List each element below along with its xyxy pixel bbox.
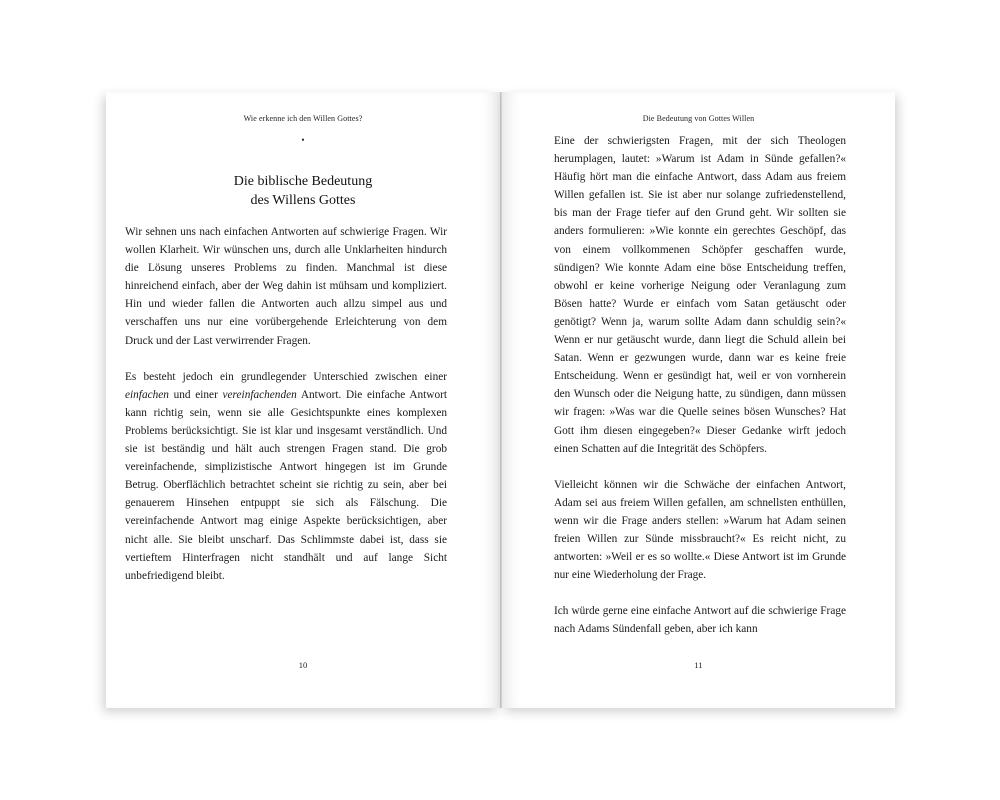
bullet-ornament-icon: • [301,135,305,145]
page-number-left: 10 [298,660,308,670]
left-paragraph-2-part-c: Antwort. Die einfache Antwort kann richtig sein, wenn sie alle Gesichtspunkte eines komplexen Problems berücksichtigt. Sie ist klar und insgesamt verständlich. Und sie ist beständig und hält auch strengen Fragen stand. Die grob vereinfachende, simplizistische Antwort hingegen ist im Grunde Betrug. Oberflächlich betrachtet scheint sie richtig zu sein, aber bei genauerem Hinsehen entpuppt sie sich als Fälschung. Die vereinfachende Antwort mag einige Aspekte berücksichtigen, aber nicht alle. Sie bleibt unscharf. Das Schlimmste dabei ist, dass sie vertieftem Hinterfragen nicht standhält und auf lange Sicht unbefriedigend bleibt. [125,388,447,582]
page-number-right: 11 [694,660,703,670]
chapter-title [106,172,500,210]
left-paragraph-2-part-a: Es besteht jedoch ein grundlegender Unterschied zwischen einer [125,370,447,383]
chapter-title-line-1: Die biblische Bedeutung [233,174,373,189]
left-paragraph-2 [125,368,447,585]
right-page [502,92,895,708]
emphasis-vereinfachenden: vereinfachenden [222,388,297,401]
running-head-right: Die Bedeutung von Gottes Willen [642,114,755,123]
right-paragraph-1: Eine der schwierigsten Fragen, mit der sich Theologen herumplagen, lautet: »Warum ist Adam in Sünde gefallen?« Häufig hört man die einfache Antwort, dass Adam aus freiem Willen gefallen ist. Sie ist aber nur solange zufriedenstellend, bis man der Frage tiefer auf den Grund geht. Wir sollten sie anders formulieren: »Wie konnte ein gerechtes Geschöpf, das von einem vollkommenen Schöpfer geschaffen wurde, sündigen? Wie konnte Adam eine böse Entscheidung treffen, obwohl er keine vorherige Neigung oder Veranlagung zum Bösen hatte? Wurde er einfach vom Satan getäuscht oder genötigt? Wenn ja, warum sollte Adam dann schuldig sein?« Wenn er nur getäuscht wurde, dann liegt die Schuld allein bei Satan. Wenn er gezwungen wurde, dann war es keine freie Entscheidung. Wenn er gesündigt hat, weil er von vornherein den Wunsch oder die Neigung hatte, zu sündigen, dann müssen wir fragen: »Was war die Quelle seines bösen Wunsches? Hat Gott ihm diesen eingegeben?« Dieser Gedanke wirft jedoch einen Schatten auf die Integrität des Schöpfers. [554,135,846,455]
left-page-body [125,223,447,585]
right-paragraph-2: Vielleicht können wir die Schwäche der einfachen Antwort, Adam sei aus freiem Willen gefallen, am schnellsten enthüllen, wenn wir die Frage anders stellen: »Warum hat Adam seinen freien Willen zur Sünde missbraucht?« Es reicht nicht, zu antworten: »Weil er es so wollte.« Diese Antwort ist im Grunde nur eine Wiederholung der Frage. [554,478,846,582]
emphasis-einfachen: einfachen [125,388,169,401]
book-spread [106,92,895,708]
left-paragraph-1: Wir sehnen uns nach einfachen Antworten auf schwierige Fragen. Wir wollen Klarheit. Wir wünschen uns, durch alle Unklarheiten hindurch die Lösung unseres Problems zu finden. Manchmal ist diese hinreichend einfach, aber der Weg dahin ist mühsam und kompliziert. Hin und wieder fallen die Antworten auch allzu simpel aus und verschaffen uns nur eine vorübergehende Erleichterung von dem Druck und der Last verwirrender Fragen. [125,226,447,347]
running-head-left: Wie erkenne ich den Willen Gottes? [243,114,363,123]
right-paragraph-3: Ich würde gerne eine einfache Antwort auf die schwierige Frage nach Adams Sündenfall geben, aber ich kann [554,605,846,636]
left-paragraph-2-part-b: und einer [168,388,223,401]
chapter-title-line-2: des Willens Gottes [250,193,356,208]
left-page [106,92,500,708]
right-page-body [554,132,846,638]
